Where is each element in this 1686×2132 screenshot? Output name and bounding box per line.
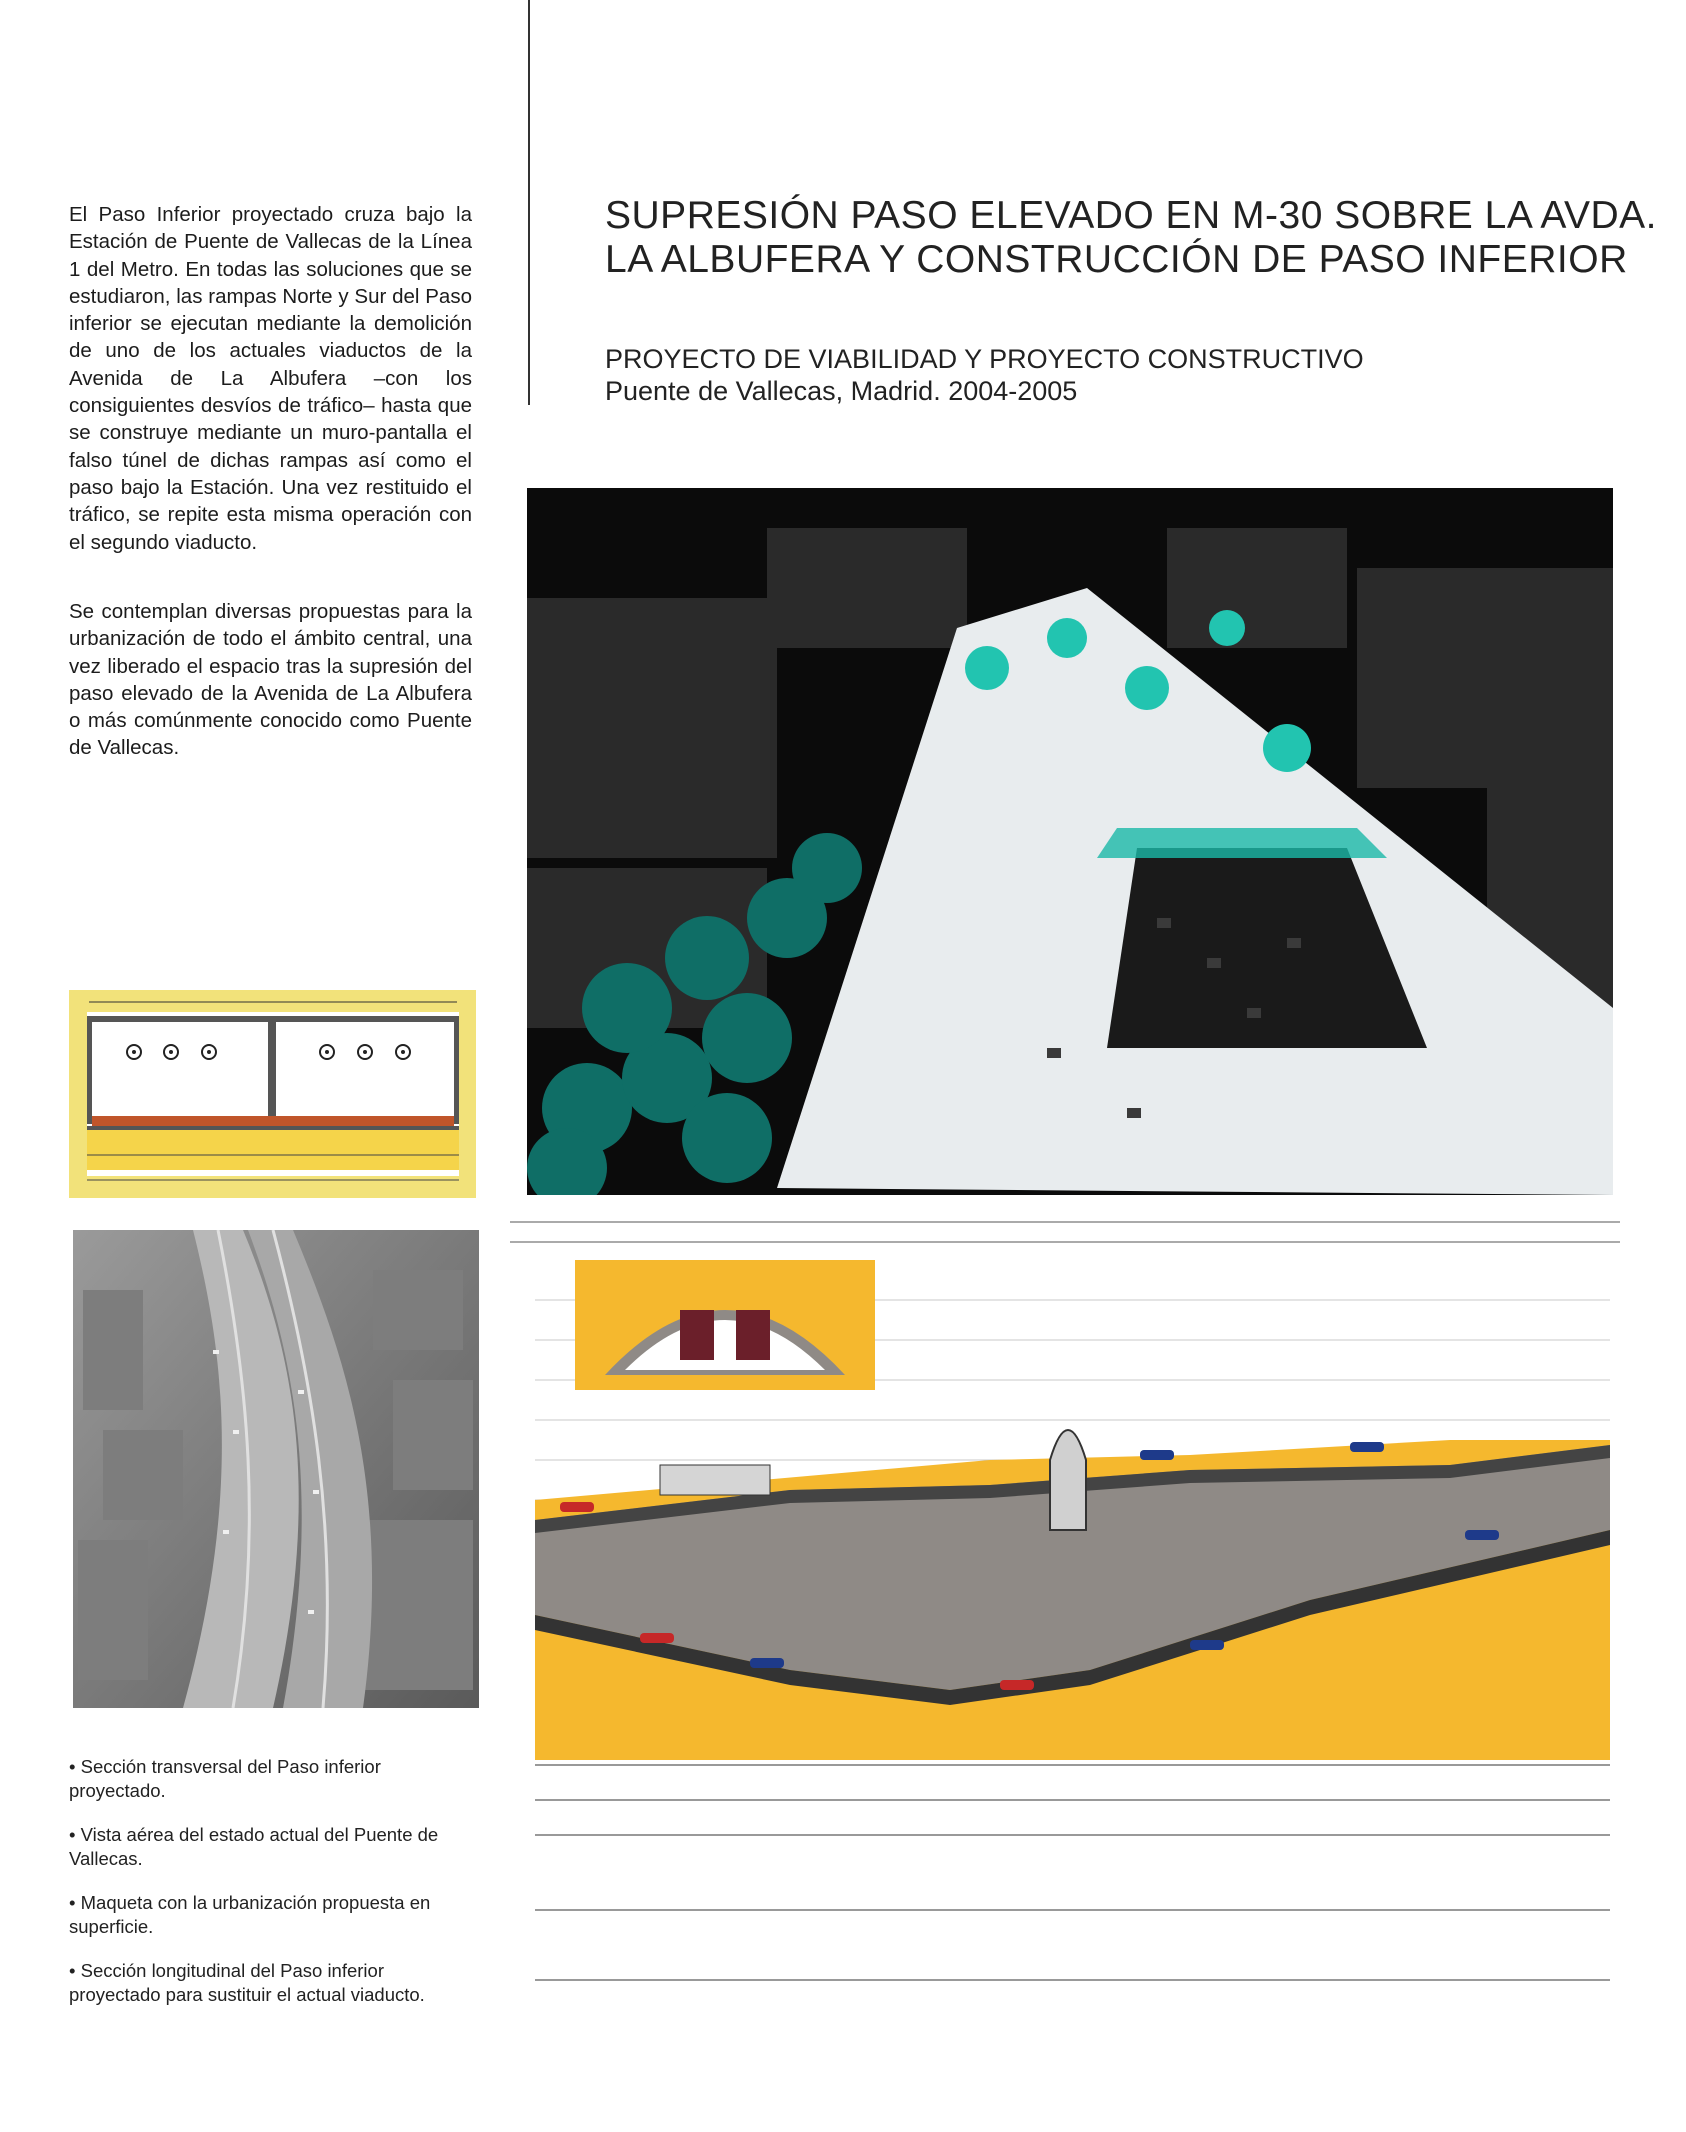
body-paragraph-2: Se contemplan diversas propuestas para la urbanización de todo el ámbito central, una vez liberado el espacio tras la supresión del paso elevado de la Avenida de La Albufera o más comúnmente conocido como Puente de Vallecas. bbox=[69, 600, 472, 760]
project-subtitle bbox=[605, 343, 1605, 407]
caption-longitudinal-section: • Sección longitudinal del Paso inferior proyectado para sustituir el actual viaducto. bbox=[69, 1960, 425, 2005]
caption-aerial-view: • Vista aérea del estado actual del Puente de Vallecas. bbox=[69, 1824, 439, 1869]
urban-model-photo bbox=[527, 488, 1613, 1195]
caption-cross-section: • Sección transversal del Paso inferior proyectado. bbox=[69, 1756, 381, 1801]
caption-urban-model: • Maqueta con la urbanización propuesta en superficie. bbox=[69, 1892, 431, 1937]
longitudinal-section-drawing bbox=[490, 1200, 1625, 2010]
cross-section-drawing bbox=[69, 990, 476, 1198]
column-divider bbox=[528, 0, 530, 405]
page-title bbox=[605, 194, 1665, 282]
subtitle-line-1: PROYECTO DE VIABILIDAD Y PROYECTO CONSTRUCTIVO bbox=[605, 344, 1364, 374]
title-line-2: LA ALBUFERA Y CONSTRUCCIÓN DE PASO INFERIOR bbox=[605, 238, 1628, 281]
body-paragraph-1: El Paso Inferior proyectado cruza bajo la Estación de Puente de Vallecas de la Línea 1 del Metro. En todas las soluciones que se estudiaron, las rampas Norte y Sur del Paso inferior se ejecutan mediante la demolición de uno de los actuales viaductos de la Avenida de La Albufera –con los consiguientes desvíos de tráfico– hasta que se construye mediante un muro-pantalla el falso túnel de dichas rampas así como el paso bajo la Estación. Una vez restituido el tráfico, se repite esta misma operación con el segundo viaducto. bbox=[69, 203, 472, 554]
aerial-photo bbox=[73, 1230, 479, 1708]
title-line-1: SUPRESIÓN PASO ELEVADO EN M-30 SOBRE LA AVDA. bbox=[605, 194, 1658, 237]
figure-captions bbox=[69, 1755, 479, 2027]
subtitle-line-2: Puente de Vallecas, Madrid. 2004-2005 bbox=[605, 376, 1078, 406]
